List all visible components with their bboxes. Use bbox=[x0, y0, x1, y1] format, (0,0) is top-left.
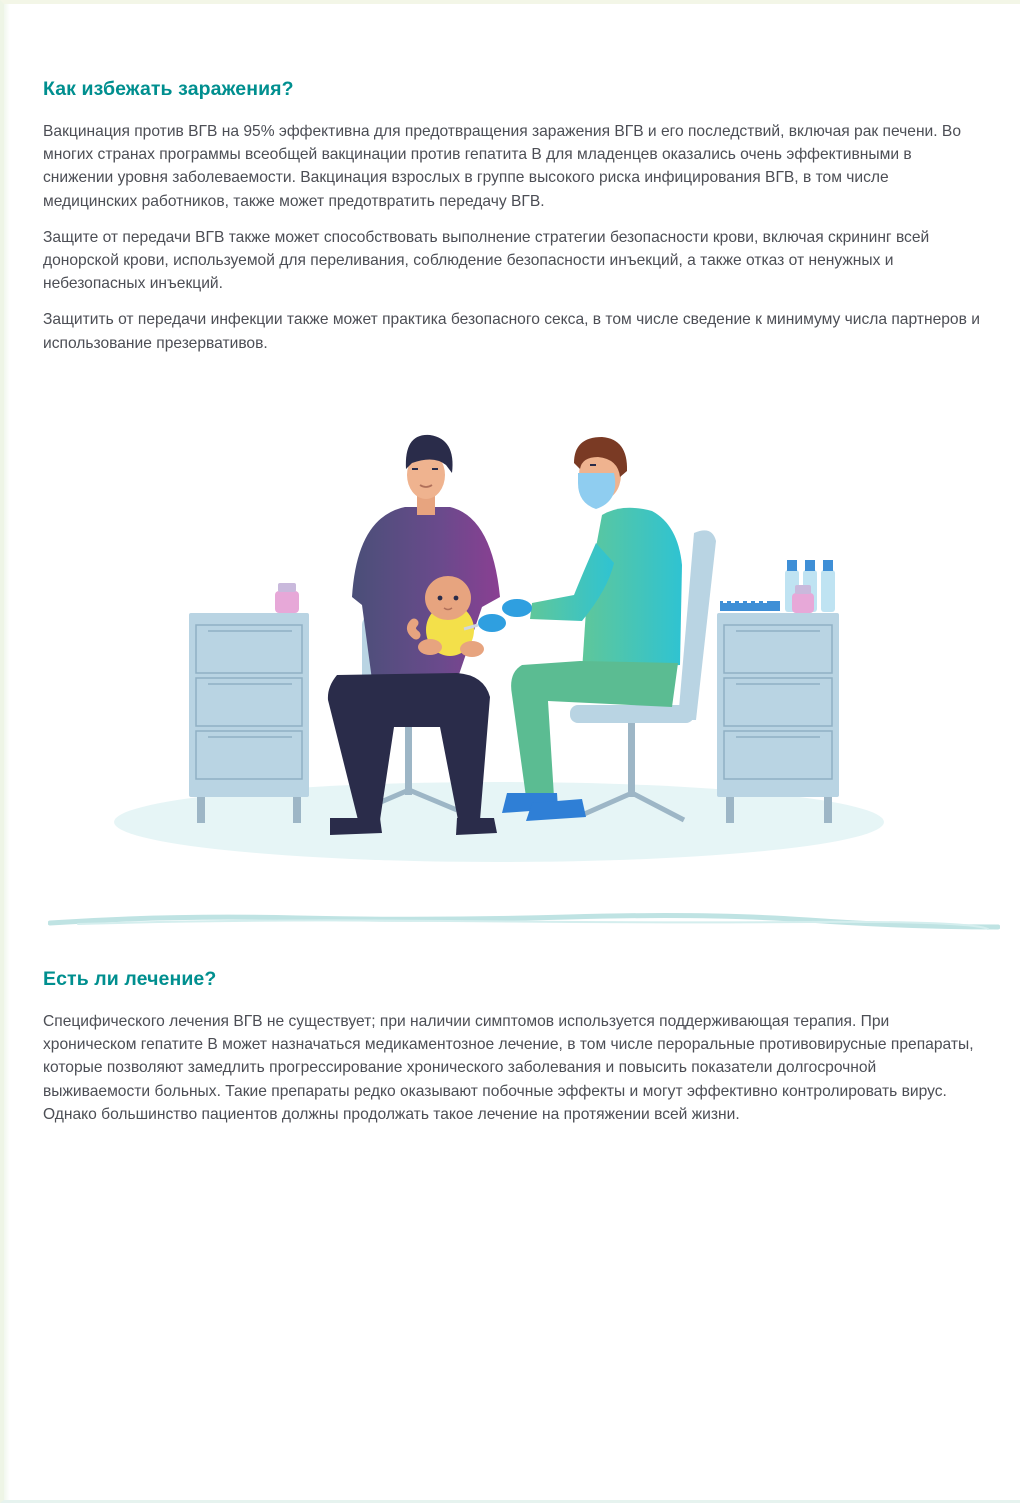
vials-rack bbox=[720, 597, 780, 611]
prevention-section bbox=[43, 78, 983, 368]
nurse-figure bbox=[464, 437, 682, 821]
prevention-heading: Как избежать заражения? bbox=[43, 78, 294, 100]
pink-jar bbox=[792, 585, 814, 613]
blood-safety-paragraph: Защите от передачи ВГВ также может способствовать выполнение стратегии безопасности крови, включая скрининг всей донорской крови, используемой для переливания, соблюдение безопасности инъекций, а также отказ от ненужных и небезопасных инъекций. bbox=[43, 228, 930, 293]
treatment-section bbox=[43, 968, 983, 1139]
baby-head bbox=[425, 576, 471, 620]
face-mask bbox=[578, 473, 615, 509]
treatment-heading: Есть ли лечение? bbox=[43, 968, 217, 990]
treatment-paragraph: Специфического лечения ВГВ не существует; при наличии симптомов используется поддерживающая терапия. При хроническом гепатите В может назначаться медикаментозное лечение, в том числе пероральные противовирусные препараты, которые позволяют замедлить прогрессирование хронического заболевания и повысить показатели долгосрочной выживаемости больных. Такие препараты редко оказывают побочные эффекты и могут эффективно контролировать вирус. Однако большинство пациентов должны продолжать такое лечение на протяжении всей жизни. bbox=[43, 1013, 974, 1123]
section-divider bbox=[48, 905, 1000, 939]
pink-jar bbox=[275, 583, 299, 613]
safe-sex-paragraph: Защитить от передачи инфекции также может практика безопасного секса, в том числе сведение к минимуму числа партнеров и использование презервативов. bbox=[43, 311, 980, 352]
left-cabinet bbox=[189, 583, 309, 823]
vaccination-illustration bbox=[112, 425, 887, 865]
right-cabinet bbox=[717, 560, 839, 823]
vaccination-paragraph: Вакцинация против ВГВ на 95% эффективна для предотвращения заражения ВГВ и его последствий, включая рак печени. Во многих странах программы всеобщей вакцинации против гепатита В для младенцев оказались очень эффективными в снижении уровня заболеваемости. Вакцинация взрослых в группе высокого риска инфицирования ВГВ, в том числе медицинских работников, также может предотвратить передачу ВГВ. bbox=[43, 123, 962, 210]
